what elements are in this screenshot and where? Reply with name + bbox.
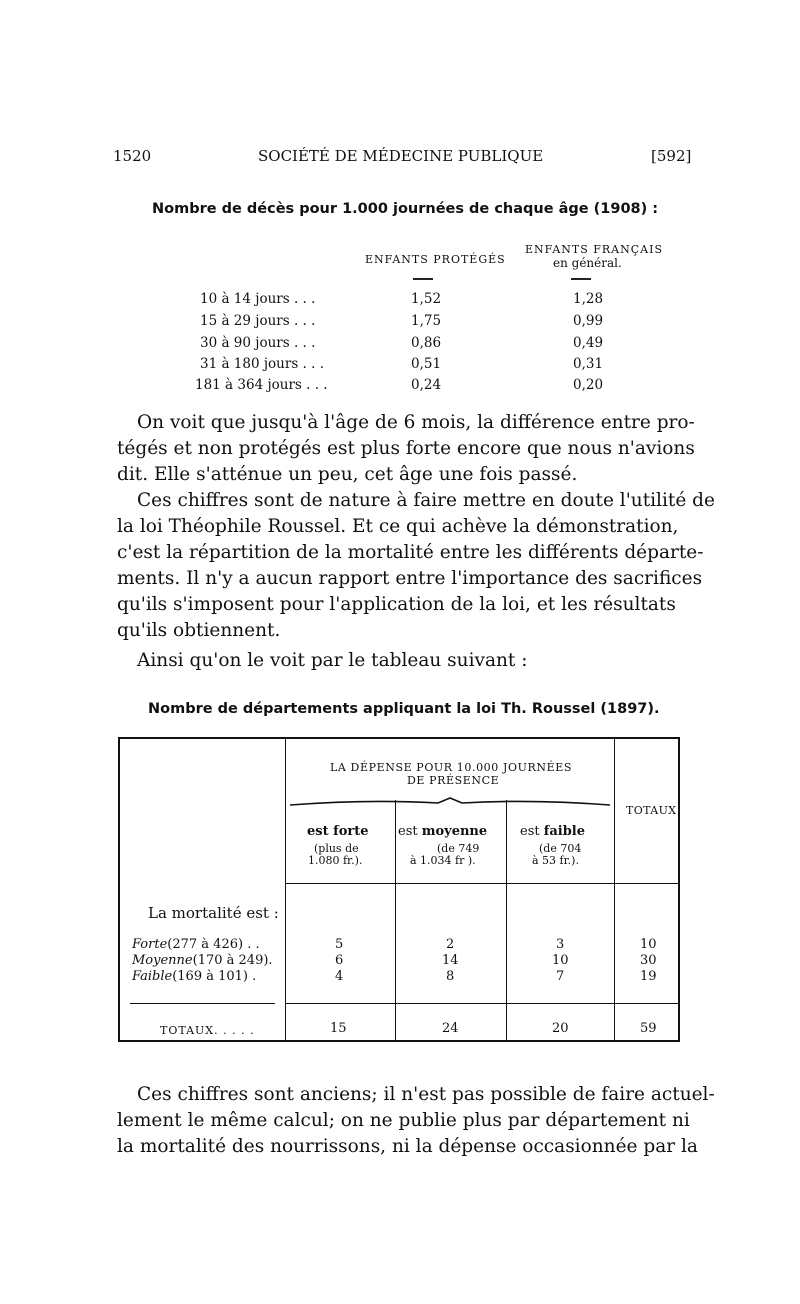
table2-vrule bbox=[395, 800, 396, 1040]
table1-row-label: 15 à 29 jours . . . bbox=[200, 313, 316, 329]
table2-cell: 6 bbox=[335, 953, 344, 968]
page-number: 1520 bbox=[113, 147, 152, 165]
table1-row-general: 0,20 bbox=[573, 377, 604, 393]
table2-total: 59 bbox=[640, 1021, 657, 1036]
table2-subcol-moyenne bbox=[398, 824, 487, 839]
table2-cell: 10 bbox=[552, 953, 569, 968]
table1-row-label: 31 à 180 jours . . . bbox=[200, 356, 325, 372]
table1-row-general: 0,31 bbox=[573, 356, 604, 372]
table1-row-protected: 1,52 bbox=[411, 291, 442, 307]
table2-title: Nombre de départements appliquant la loi Th. Roussel (1897). bbox=[148, 701, 660, 717]
table2-cell: 10 bbox=[640, 937, 657, 952]
paragraph-line: tégés et non protégés est plus forte encore que nous n'avions bbox=[117, 438, 695, 459]
table2-row-name: Forte bbox=[132, 937, 168, 952]
paragraph-line: qu'ils obtiennent. bbox=[117, 620, 281, 641]
table1-row-protected: 1,75 bbox=[411, 313, 442, 329]
table1-title: Nombre de décès pour 1.000 journées de chaque âge (1908) : bbox=[152, 201, 659, 217]
table2-subcol-moyenne-l2: à 1.034 fr ). bbox=[410, 854, 476, 867]
paragraph-line: Ces chiffres sont de nature à faire mettre en doute l'utilité de bbox=[137, 490, 715, 511]
table2-subcol-forte-l2: 1.080 fr.). bbox=[308, 854, 363, 867]
table2-cell: 8 bbox=[446, 969, 455, 984]
table2-cell: 3 bbox=[556, 937, 565, 952]
table2-total: 15 bbox=[330, 1021, 347, 1036]
table2-hrule bbox=[286, 1003, 614, 1004]
table1-col-general-sub: en général. bbox=[553, 256, 622, 270]
paragraph-line: On voit que jusqu'à l'âge de 6 mois, la différence entre pro- bbox=[137, 412, 695, 433]
table1-row-general: 1,28 bbox=[573, 291, 604, 307]
table2-subcol-faible bbox=[520, 824, 585, 839]
running-title: SOCIÉTÉ DE MÉDECINE PUBLIQUE bbox=[258, 147, 544, 165]
table1-row-label: 181 à 364 jours . . . bbox=[195, 377, 328, 393]
table2-header-line2: DE PRÉSENCE bbox=[407, 774, 500, 787]
paragraph-line: ments. Il n'y a aucun rapport entre l'importance des sacrifices bbox=[117, 568, 703, 589]
table2-hrule bbox=[286, 883, 614, 884]
table2-row-label bbox=[132, 969, 256, 984]
table2-row-range: (169 à 101) . bbox=[172, 969, 257, 984]
table2-subcol-faible-l2: à 53 fr.). bbox=[532, 854, 579, 867]
paragraph-line: Ainsi qu'on le voit par le tableau suivant : bbox=[137, 650, 528, 671]
table2-vrule bbox=[614, 739, 615, 1040]
table1-col-general: ENFANTS FRANÇAIS bbox=[525, 243, 663, 256]
paragraph-line: dit. Elle s'atténue un peu, cet âge une fois passé. bbox=[117, 464, 578, 485]
table1-row-protected: 0,51 bbox=[411, 356, 442, 372]
table2-subcol-prefix: est bbox=[520, 824, 544, 839]
table2-cell: 5 bbox=[335, 937, 344, 952]
table2-cell: 4 bbox=[335, 969, 344, 984]
paragraph-line: la mortalité des nourrissons, ni la dépense occasionnée par la bbox=[117, 1136, 698, 1157]
table2-top-rule bbox=[118, 737, 680, 739]
table2-subcol-prefix: est bbox=[398, 824, 422, 839]
table1-row-protected: 0,24 bbox=[411, 377, 442, 393]
table1-dash-1 bbox=[413, 278, 433, 280]
table2-row-range: (170 à 249). bbox=[192, 953, 273, 968]
table2-brace bbox=[288, 797, 612, 811]
table2-hrule bbox=[130, 1003, 275, 1004]
table2-row-intro: La mortalité est : bbox=[148, 904, 279, 922]
bracket-page-number: [592] bbox=[651, 147, 692, 165]
table2-cell: 30 bbox=[640, 953, 657, 968]
table2-subcol-moyenne-l1: (de 749 bbox=[437, 842, 480, 855]
table2-row-label bbox=[132, 937, 260, 952]
table2-vrule bbox=[506, 800, 507, 1040]
table2-cell: 19 bbox=[640, 969, 657, 984]
table2-cell: 2 bbox=[446, 937, 455, 952]
table2-totals-label: TOTAUX. . . . . bbox=[160, 1024, 255, 1037]
table2-subcol-forte: est forte bbox=[307, 824, 369, 839]
table2-row-name: Moyenne bbox=[132, 953, 193, 968]
paragraph-line: qu'ils s'imposent pour l'application de la loi, et les résultats bbox=[117, 594, 676, 615]
table1-col-protected: ENFANTS PROTÉGÉS bbox=[365, 253, 506, 266]
table2-row-label bbox=[132, 953, 273, 968]
table2-right-rule bbox=[678, 737, 680, 1042]
table2-totaux-column: TOTAUX bbox=[626, 804, 677, 817]
table1-row-label: 30 à 90 jours . . . bbox=[200, 335, 316, 351]
table2-bottom-rule bbox=[118, 1040, 680, 1042]
table2-row-name: Faible bbox=[132, 969, 173, 984]
table1-row-general: 0,49 bbox=[573, 335, 604, 351]
table2-vrule bbox=[285, 739, 286, 1040]
table2-left-rule bbox=[118, 737, 120, 1042]
table1-row-general: 0,99 bbox=[573, 313, 604, 329]
paragraph-line: Ces chiffres sont anciens; il n'est pas possible de faire actuel- bbox=[137, 1084, 715, 1105]
table2-subcol-forte-l1: (plus de bbox=[314, 842, 359, 855]
paragraph-line: c'est la répartition de la mortalité entre les différents départe- bbox=[117, 542, 704, 563]
table1-row-label: 10 à 14 jours . . . bbox=[200, 291, 316, 307]
paragraph-line: lement le même calcul; on ne publie plus par département ni bbox=[117, 1110, 690, 1131]
table1-dash-2 bbox=[571, 278, 591, 280]
table2-total: 24 bbox=[442, 1021, 459, 1036]
table2-subcol-faible-l1: (de 704 bbox=[539, 842, 582, 855]
table2-hrule bbox=[615, 1003, 678, 1004]
table2-header-line1: LA DÉPENSE POUR 10.000 JOURNÉES bbox=[330, 761, 572, 774]
table2-total: 20 bbox=[552, 1021, 569, 1036]
table2-subcol-head: moyenne bbox=[421, 824, 488, 839]
table2-cell: 14 bbox=[442, 953, 459, 968]
table2-subcol-head: faible bbox=[543, 824, 585, 839]
paragraph-line: la loi Théophile Roussel. Et ce qui achève la démonstration, bbox=[117, 516, 679, 537]
table2-hrule bbox=[615, 883, 678, 884]
table2-cell: 7 bbox=[556, 969, 565, 984]
table1-row-protected: 0,86 bbox=[411, 335, 442, 351]
table2-row-range: (277 à 426) . . bbox=[167, 937, 260, 952]
